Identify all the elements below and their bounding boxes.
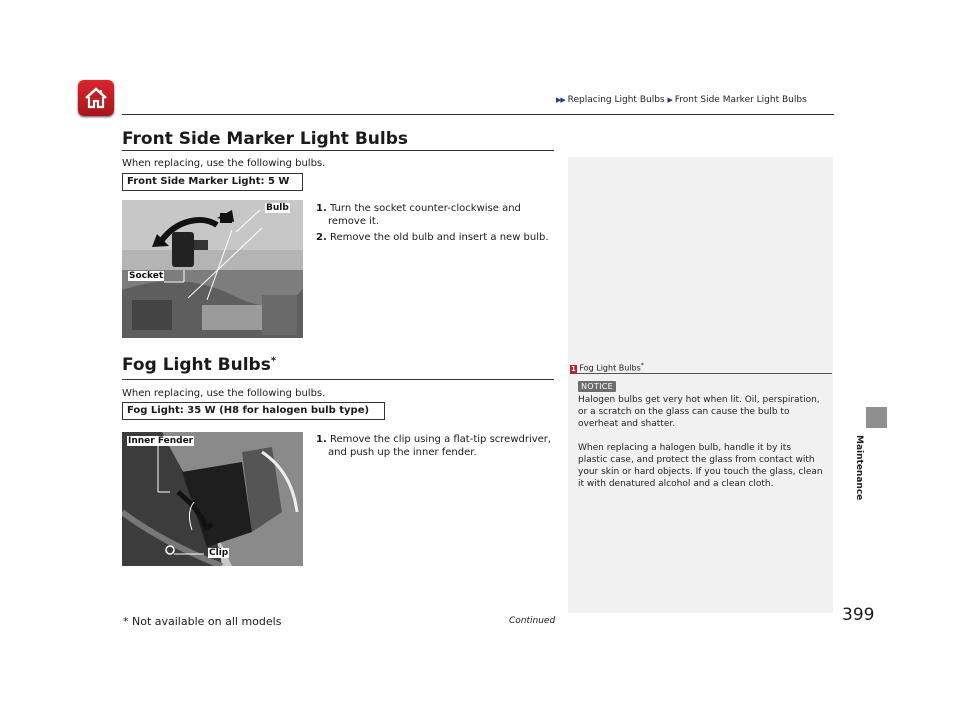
- continued-label: Continued: [509, 616, 556, 626]
- home-icon: [83, 85, 109, 111]
- chapter-tab-label: [850, 435, 868, 505]
- breadcrumb: [556, 95, 807, 105]
- footnote-mark: *: [640, 362, 644, 369]
- section-title: [122, 355, 276, 375]
- page-number: 399: [842, 605, 875, 625]
- note-line: plastic case, and protect the glass from contact with: [578, 455, 815, 465]
- photo-label-bulb: Bulb: [266, 203, 289, 213]
- side-marker-illustration: [122, 200, 303, 338]
- photo-label-socket: Socket: [129, 271, 164, 281]
- step-item: [316, 231, 556, 244]
- step-item: [316, 433, 561, 459]
- section-title: Front Side Marker Light Bulbs: [122, 129, 409, 149]
- step-number: 1.: [316, 203, 327, 214]
- photo-label-inner-fender: Inner Fender: [128, 436, 194, 446]
- breadcrumb-item[interactable]: Front Side Marker Light Bulbs: [674, 95, 807, 105]
- note-line: or a scratch on the glass can cause the bulb to: [578, 407, 790, 417]
- note-line: Halogen bulbs get very hot when lit. Oil, perspiration,: [578, 395, 820, 405]
- bulb-spec-label: Front Side Marker Light: 5 W: [122, 173, 303, 191]
- step-item: [316, 202, 556, 228]
- fog-light-illustration: [122, 432, 303, 566]
- note-ref-icon: 1: [571, 364, 576, 373]
- step-text: and push up the inner fender.: [328, 447, 477, 458]
- note-line: your skin or hard objects. If you touch the glass, clean: [578, 467, 823, 477]
- note-title: Fog Light Bulbs: [579, 363, 641, 373]
- breadcrumb-item[interactable]: Replacing Light Bulbs: [567, 95, 665, 105]
- header-divider: [122, 114, 834, 115]
- bulb-spec-label: Fog Light: 35 W (H8 for halogen bulb type): [122, 402, 385, 420]
- note-text: [578, 394, 828, 490]
- chapter-tab-text: Maintenance: [854, 435, 864, 501]
- double-chevron-right-icon: ▶: [667, 96, 672, 104]
- footnote-mark: *: [270, 355, 277, 367]
- step-list: [316, 433, 561, 459]
- note-line: overheat and shatter.: [578, 419, 676, 429]
- section-title-text: Fog Light Bulbs: [122, 355, 271, 375]
- step-list: [316, 202, 556, 244]
- section-divider: [122, 379, 554, 380]
- step-text: Remove the old bulb and insert a new bulb.: [329, 232, 549, 243]
- fog-light-photo: [122, 432, 303, 566]
- double-chevron-right-icon: ▶▶: [556, 96, 565, 104]
- note-line: When replacing a halogen bulb, handle it by its: [578, 443, 792, 453]
- intro-text: When replacing, use the following bulbs.: [122, 158, 326, 169]
- note-line: it with denatured alcohol and a clean cloth.: [578, 479, 774, 489]
- step-text: Turn the socket counter-clockwise and: [329, 203, 521, 214]
- notice-badge: NOTICE: [578, 381, 616, 392]
- step-number: 1.: [316, 434, 327, 445]
- intro-text: When replacing, use the following bulbs.: [122, 388, 326, 399]
- section-divider: [122, 150, 554, 151]
- side-marker-photo: [122, 200, 303, 338]
- step-number: 2.: [316, 232, 327, 243]
- home-button[interactable]: [78, 80, 114, 116]
- note-divider: [570, 373, 832, 374]
- step-text: remove it.: [328, 216, 380, 227]
- chapter-tab[interactable]: [866, 407, 887, 428]
- footnote: * Not available on all models: [123, 615, 282, 628]
- photo-label-clip: Clip: [209, 548, 229, 558]
- step-text: Remove the clip using a flat-tip screwdriver,: [329, 434, 552, 445]
- note-heading: [570, 362, 832, 373]
